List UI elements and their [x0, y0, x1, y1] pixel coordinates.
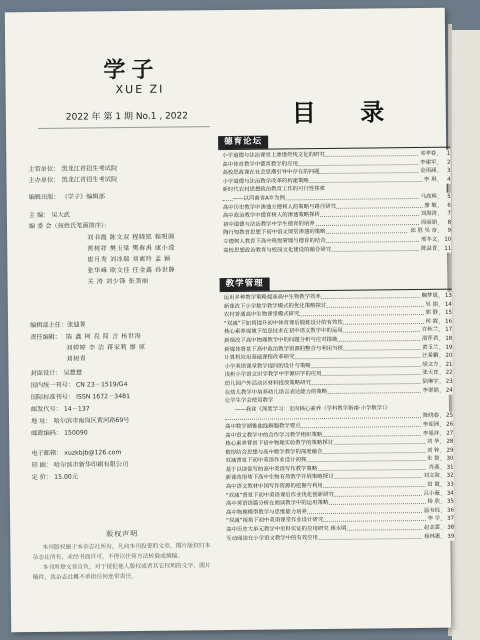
toc-entry-page: 33 [442, 481, 454, 490]
next-page-edge [452, 30, 480, 640]
toc-entry-author: 李翠娟 [421, 386, 439, 395]
toc-entry-page: 36 [442, 506, 454, 515]
toc-entry-author: 胡文方 [420, 361, 438, 370]
toc-entry-page: 30 [441, 455, 453, 464]
responsible-editor-row: 陈 鑫 柯 亮 简 言 杨世涛 [66, 332, 142, 341]
toc-entry-author: 郭 静 [423, 309, 438, 318]
sponsor: 主管单位： 黑龙江省招生考试院 [28, 165, 118, 174]
toc-entry-title: 新媒体背景下高中政治教学资源的整合与利用当探 [224, 345, 343, 353]
responsible-editor-label: 责任编辑： [30, 333, 62, 342]
toc-entry-title: “双减”视角下初中英语课堂作业设计研究 [226, 517, 324, 525]
toc-entry-title: 高中政治教学中德育树人的渗透策略探析 [222, 212, 320, 220]
toc-entry-page: 29 [441, 446, 453, 455]
toc-entry-title: 运用多种教学策略提高高中生物教学效率 [223, 294, 321, 302]
toc-entry-page: 13 [440, 292, 452, 301]
toc-entry-page: 3 [438, 167, 450, 176]
committee-row: 崔月秀 刘冰瑞 刘素玲 孟 颖 [87, 255, 171, 264]
toc-entry-title: 高中历史大单元教学中史料实证的应用研究 蒋永明 [226, 525, 347, 534]
toc-entry-page: 37 [442, 515, 454, 524]
toc-entry-page: 24 [441, 386, 453, 395]
toc-list-teaching [224, 292, 455, 544]
toc-entry-title: ——以河南省A乡为例 [232, 195, 285, 202]
toc-entry-title: 高中语文教材中国写作资源的挖掘与利用 [225, 483, 323, 491]
toc-entry-author: 马高辉 [418, 193, 436, 202]
toc-entry-page: 9 [439, 227, 451, 236]
toc-entry-author: 刘海涛 [419, 210, 437, 219]
email: 电子邮箱： xuzkbjb@126.com [31, 449, 122, 458]
toc-entry-title: ——我读《深度学习：走向核心素养（学科教学指南·小学数学）》 [234, 405, 391, 413]
toc-entry-title: 数形结合思想与高中数学教学的深度融合 [225, 448, 323, 456]
toc-entry-author: 刘 钟 [425, 446, 440, 455]
toc-entry-page: 34 [442, 489, 454, 498]
price: 定 价： 15.00元 [31, 473, 79, 482]
toc-entry-author: 吕小薇 [422, 489, 440, 498]
section-header-moral [218, 134, 450, 150]
toc-entry-page: 2 [438, 158, 450, 167]
copyright-notice [32, 528, 213, 583]
toc-entry-title: 计算机应用基础课程改革研究 [224, 354, 295, 362]
toc-entry-title: 初中道德与法治教学中学生德育的培养 [222, 220, 315, 228]
toc-entry-title: “双减”背景下初中英语课后作业优化创新研究 [225, 491, 334, 499]
committee-label: 编 委 会（按姓氏笔画排序）： [28, 222, 111, 231]
notice-paragraph: 本刊所登文章自负，对于侵犯他人版权或者其它权利的文字、图片稿件，我杂志社概不承担任何连带责任。 [32, 563, 211, 582]
toc-entry-author: 朱 智 [425, 455, 440, 464]
address: 地 址： 哈尔滨市南岗区黄河路69号 [31, 417, 130, 426]
toc-entry-title: 让学生学会使用数学 [224, 397, 274, 405]
host: 主办单位： 黑龙江省招生考试院 [28, 176, 118, 185]
section-title: 教学管理 [220, 278, 270, 292]
toc-entry-page: 8 [439, 218, 451, 227]
toc-entry-page: 38 [442, 524, 454, 533]
toc-entry-author: 何 霞 [423, 318, 438, 327]
toc-entry-title: 高校思政课在社会思潮引导中存在的问题 [222, 169, 320, 177]
toc-entry-title: 高中体育教学中德育教学的应用 [222, 160, 298, 168]
toc-entry-title: 双减背景下初中英语作业设计初探 [225, 457, 307, 465]
printer: 印 刷： 哈尔滨市新华印刷有限公司 [31, 461, 129, 470]
toc-entry-page: 1 [438, 150, 450, 159]
toc-entry-author: 李 学 [426, 515, 441, 524]
toc-entry-author: 杨 欣 [425, 498, 440, 507]
office-director: 编辑部主任：张迪菁 [30, 321, 86, 330]
toc-entry-author: 肖燕 [427, 464, 440, 473]
toc-entry-author: 陈益青 [419, 244, 437, 253]
toc-entry-title: 小学道德与法治教学改革的构建策略 [222, 177, 309, 185]
committee-row: 张华峰 欧文佳 任金鑫 孙世静 [87, 266, 176, 275]
responsible-editor-row: 刘树青 [66, 355, 87, 363]
toc-entry-author: 李 琪 [422, 176, 437, 185]
toc-entry [223, 244, 451, 255]
toc-entry-title: 陶行知教育思想下初中语文课堂渗透的策略 [223, 229, 326, 237]
publisher: 编辑出版： 《学子》编辑部 [28, 193, 105, 202]
toc-entry-author: 李迎洲 [421, 421, 439, 430]
toc-entry-page: 14 [440, 300, 452, 309]
dot-leader [225, 417, 453, 420]
toc-entry-author: 陈晓春 [421, 412, 439, 421]
toc-entry-title: 农村普通高中生物课堂模式研究 [223, 311, 300, 319]
toc-list-moral [222, 150, 451, 256]
toc-entry [226, 532, 454, 543]
zip-code: 邮政编码： 150090 [31, 429, 88, 438]
postal-code: 邮发代号： 14－137 [30, 405, 90, 414]
toc-entry-title: 新课改形势下高中生物有效教学开展策略探讨 [225, 474, 334, 482]
toc-entry-page: 39 [442, 532, 454, 541]
toc-entry-page: 6 [439, 201, 451, 210]
toc-entry-title: 高中语文教学中的合作学习教学组织策略 [225, 431, 323, 439]
toc-entry-author: 李建军 [418, 158, 436, 167]
toc-entry-title: 互动阅读在小学语文教学中的有效应用 [226, 534, 318, 542]
toc-entry-page: 5 [439, 193, 451, 202]
toc-entry-title: 高校思想政治教育与校园文化建设的融合研究 [223, 246, 332, 254]
toc-entry-author: 廖 敏 [422, 201, 437, 210]
toc-entry-page: 10 [439, 236, 451, 245]
toc-entry-page: 4 [438, 175, 450, 184]
toc-entry-title: 高中历史教学中渗透立德树人的策略与路径研究 [222, 203, 337, 211]
toc-entry-author: 吴 娟 [423, 300, 438, 309]
toc-entry-author: 许秋兰 [420, 326, 438, 335]
toc-entry-title: 浅析小学语文识字教学中字源识字的应用 [224, 371, 322, 379]
toc-entry-author: 邵萍君 [420, 335, 438, 344]
toc-entry-title: 高中英语语篇分析在阅读教学中的运用策略 [225, 500, 329, 508]
toc-entry-page: 27 [441, 429, 453, 438]
cn-number: 国内统一刊号： CN 23－1519/G4 [30, 381, 128, 390]
toc-entry-page: 21 [440, 360, 452, 369]
toc-entry-title: 高中物理模型教学与思维能力培养 [225, 509, 307, 516]
toc-entry-page: 35 [442, 498, 454, 507]
toc-entry-author: 鞠梦旭 [420, 292, 438, 301]
toc-entry-page: 20 [440, 352, 452, 361]
masthead-roman: XUE ZI [115, 82, 165, 97]
toc-entry-page: 15 [440, 309, 452, 318]
toc-title: 目 录 [291, 98, 403, 128]
toc-entry-author: 张天育 [420, 369, 438, 378]
toc-entry-title: 核心素养视域下信息技术在初中语文教学中的运用 [224, 328, 343, 336]
toc-entry-page: 19 [440, 343, 452, 352]
toc-entry-author: 周丽娟 [419, 219, 437, 228]
toc-entry-author: 刘文海 [421, 472, 439, 481]
toc-entry-page: 16 [440, 317, 452, 326]
toc-entry-title: 立德树人教育下高中班级管理与德育的结合 [223, 237, 326, 245]
toc-entry-title: 小学英语课堂教学提问的设计与策略 [224, 362, 311, 370]
toc-entry-title: 小学道德与法治课堂上渗透传统文化的研究 [222, 151, 325, 160]
notice-paragraph: 本刊版权属于本杂志社所有，凡向本刊投寄的文章，图片版权归本杂志社所有，未经书面许可，不得以任何方法转载或摘编。 [32, 543, 211, 562]
section-title: 德育论坛 [218, 136, 268, 150]
toc-entry-page: 26 [441, 421, 453, 430]
toc-entry-page: 32 [442, 472, 454, 481]
toc-entry-author: 田 霞 [425, 481, 440, 490]
toc-entry-page: 17 [440, 326, 452, 335]
toc-entry-title: 在幼儿教学中培养幼儿语言表达能力的策略 [224, 388, 328, 396]
magazine-page [5, 8, 455, 633]
toc-entry-page: 11 [439, 244, 451, 253]
toc-entry-title: 核心素养背景下初中物理实验教学的策略探讨 [225, 439, 334, 448]
toc-entry-page: 22 [441, 369, 453, 378]
toc-entry-author: 金雨涵 [418, 167, 436, 176]
toc-entry-author: 邓孝春 [418, 150, 436, 159]
toc-entry-author: 刘 华 [425, 438, 440, 447]
toc-entry-title: 新课改下高中物理教学中的问题分析与应对措施 [224, 336, 338, 345]
toc-entry-author: 杨林惠 [422, 532, 440, 541]
toc-entry-page: 31 [442, 464, 454, 473]
toc-entry-author: 李旭祥 [421, 429, 439, 438]
toc-entry-author: 黄玉兰 [420, 343, 438, 352]
committee-row: 关 涛 刘少锋 张美丽 [87, 277, 149, 286]
masthead-title: 学子 [103, 56, 160, 84]
toc-entry-author: 陆琳宇 [420, 378, 438, 387]
toc-entry-page: 28 [441, 438, 453, 447]
toc-entry-page: 23 [441, 378, 453, 387]
toc-entry-author: 邱 胜 吴 奋 [408, 227, 437, 236]
issn: 国际标准刊号： ISSN 1672－3481 [30, 393, 131, 402]
toc-entry-title: 基于以读促写的高中英语写作教学策略 [225, 465, 318, 473]
toc-entry-title: 幼儿园户外活动区材料投放策略研究 [224, 380, 311, 387]
toc-entry-page: 18 [440, 335, 452, 344]
notice-title: 版权声明 [106, 529, 139, 539]
toc-entry-title: 高中数学圆锥曲线解题教学要点 [225, 423, 301, 430]
toc-entry-title: 新课改下小学数学教学模式的优化策略探讨 [223, 302, 327, 310]
editor-in-chief: 主 编： 吴大武 [28, 211, 70, 220]
section-header-teaching [220, 276, 452, 292]
toc-entry-author: 温韦钰 [422, 507, 440, 516]
issue-line: 2022 年 第 1 期 No.1 , 2022 [65, 111, 189, 123]
toc-entry-title: “双减”下如何提升初中体育课后锻炼设计的有效性 [224, 319, 343, 327]
publication-info [28, 162, 218, 482]
toc-entry-author: 邢冬文 [419, 236, 437, 245]
cover-design: 封面设计： 吴慧慧 [30, 369, 83, 378]
committee-row: 黄树祥 樊玉梁 樊春禹 康小滢 [87, 244, 175, 253]
toc-entry-author: 赵志雷 [422, 524, 440, 533]
toc-entry-title: 新时代农村思想政治教育工作的可行性探索 [222, 186, 326, 194]
toc-entry-author: 汪希鹏 [420, 352, 438, 361]
toc-entry-page: 25 [441, 412, 453, 421]
toc-entry-page: 7 [439, 210, 451, 219]
masthead-divider [38, 126, 210, 129]
committee-row: 刘书霞 陈文双 程晓铭 程明圆 [87, 233, 175, 242]
responsible-editor-row: 刘婷婷 李 洁 蒋家莉 廖 原 [66, 343, 146, 352]
